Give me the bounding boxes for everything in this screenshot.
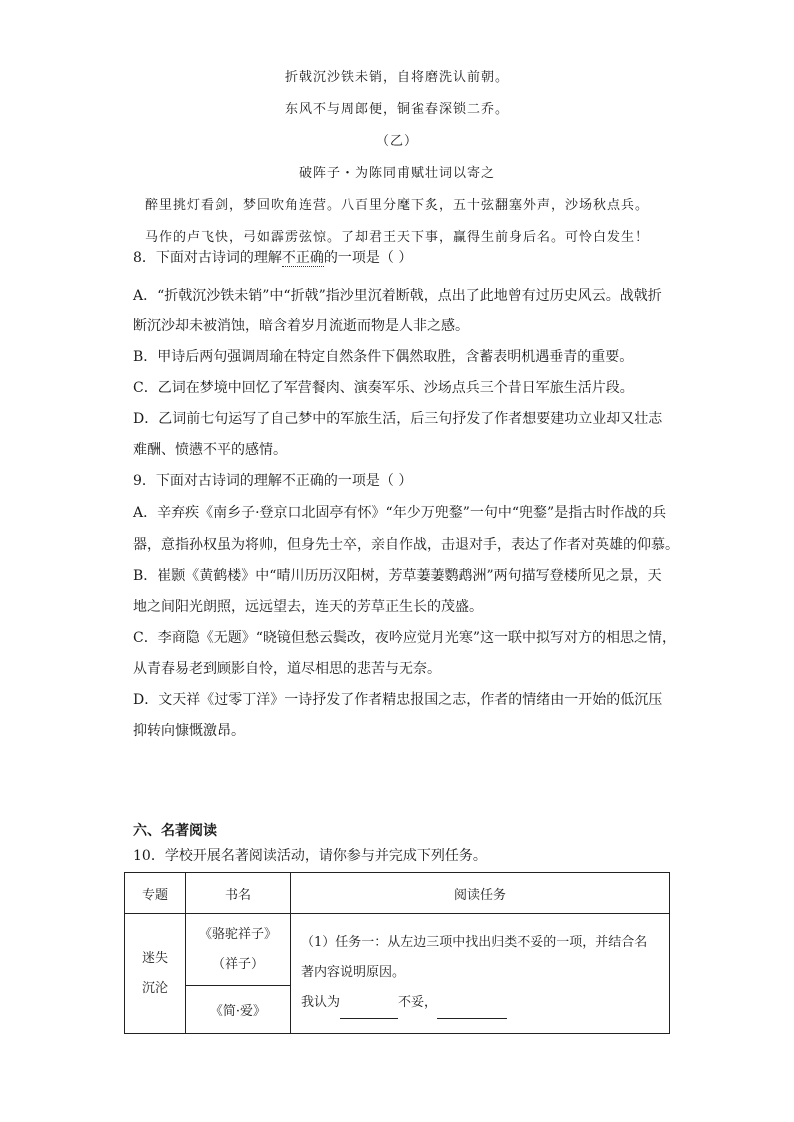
poem-yi-label: （乙）	[375, 134, 418, 149]
task-line1: （1）任务一：从左边三项中找出归类不妥的一项，并结合名	[301, 935, 648, 950]
task-cell	[291, 914, 670, 1034]
answer-blank-2[interactable]	[437, 988, 507, 1019]
poem-jia-line2: 东风不与周郎便，铜雀春深锁二乔。	[284, 102, 509, 117]
task-line2: 著内容说明原因。	[301, 965, 406, 980]
q9-option-d-line1: D．文天祥《过零丁洋》一诗抒发了作者精忠报国之志，作者的情绪由一开始的低沉压	[133, 692, 663, 708]
poem-yi-line1: 醉里挑灯看剑，梦回吹角连营。八百里分麾下炙，五十弦翻塞外声，沙场秋点兵。	[144, 198, 649, 213]
reading-task-table	[124, 872, 670, 1034]
q9-option-b-line1: B．崔颢《黄鹤楼》中“晴川历历汉阳树，芳草萋萋鹦鹉洲”两句描写登楼所见之景，天	[133, 568, 662, 584]
q8-stem-post: 的一项是（ ）	[323, 250, 413, 266]
q9-option-c-line1: C．李商隐《无题》“晓镜但愁云鬓改，夜吟应觉月光寒”这一联中拟写对方的相思之情，	[133, 630, 677, 646]
q8-option-b: B．甲诗后两句强调周瑜在特定自然条件下偶然取胜，含蓄表明机遇垂青的重要。	[133, 349, 634, 365]
header-task: 阅读任务	[291, 873, 670, 914]
table-row	[125, 914, 670, 986]
topic-cell	[125, 914, 186, 1034]
book1-cell	[186, 914, 291, 986]
q8-option-a-line2: 断沉沙却未被消蚀，暗含着岁月流逝而物是人非之感。	[133, 318, 469, 334]
q9-option-b-line2: 地之间阳光朗照，远远望去，连天的芳草正生长的茂盛。	[133, 599, 483, 615]
header-book: 书名	[186, 873, 291, 914]
q8-stem-pre: 8．下面对古诗词的理解	[133, 250, 282, 266]
book1-title: 《骆驼祥子》	[198, 926, 277, 942]
q8-option-c: C．乙词在梦境中回忆了军营餐肉、演奏军乐、沙场点兵三个昔日军旅生活片段。	[133, 380, 634, 396]
answer-pre: 我认为	[301, 995, 341, 1010]
poem-yi-line2: 马作的卢飞快，弓如霹雳弦惊。了却君王天下事，赢得生前身后名。可怜白发生！	[144, 230, 649, 245]
q9-option-c-line2: 从青春易老到顾影自怜，道尽相思的悲苦与无奈。	[133, 661, 441, 677]
q9-stem: 9．下面对古诗词的理解不正确的一项是（ ）	[133, 473, 413, 489]
q10-stem: 10．学校开展名著阅读活动，请你参与并完成下列任务。	[133, 848, 487, 864]
table-header-row	[125, 873, 670, 914]
topic-line2: 沉沦	[141, 980, 168, 996]
q8-option-d-line1: D．乙词前七句运写了自己梦中的军旅生活，后三句抒发了作者想要建功立业却又壮志	[133, 411, 663, 427]
section-heading: 六、名著阅读	[133, 823, 217, 839]
book2-cell: 《简·爱》	[186, 986, 291, 1034]
q9-option-d-line2: 抑转向慷慨激昂。	[133, 723, 245, 739]
answer-line	[301, 988, 659, 1019]
topic-line1: 迷失	[141, 950, 168, 966]
q9-option-a-line1: A．辛弃疾《南乡子·登京口北固亭有怀》“年少万兜鍪”一句中“兜鍪”是指古时作战的兵	[133, 505, 667, 521]
q8-stem-emphasis: 不正确	[281, 250, 324, 266]
q9-option-a-line2: 器，意指孙权虽为将帅，但身先士卒，亲自作战，击退对手，表达了作者对英雄的仰慕。	[133, 537, 679, 553]
q8-option-d-line2: 难酬、愤懑不平的感情。	[133, 442, 287, 458]
answer-blank-1[interactable]	[340, 988, 398, 1019]
poem-yi-title: 破阵子・为陈同甫赋壮词以寄之	[298, 166, 495, 181]
header-topic: 专题	[125, 873, 186, 914]
book1-note: （祥子）	[211, 956, 264, 972]
q8-stem	[133, 248, 673, 268]
poem-jia-line1: 折戟沉沙铁未销，自将磨洗认前朝。	[284, 70, 509, 85]
q8-option-a-line1: A．“折戟沉沙铁未销”中“折戟”指沙里沉着断戟，点出了此地曾有过历史风云。战戟折	[133, 288, 662, 304]
answer-mid: 不妥，	[398, 995, 438, 1010]
